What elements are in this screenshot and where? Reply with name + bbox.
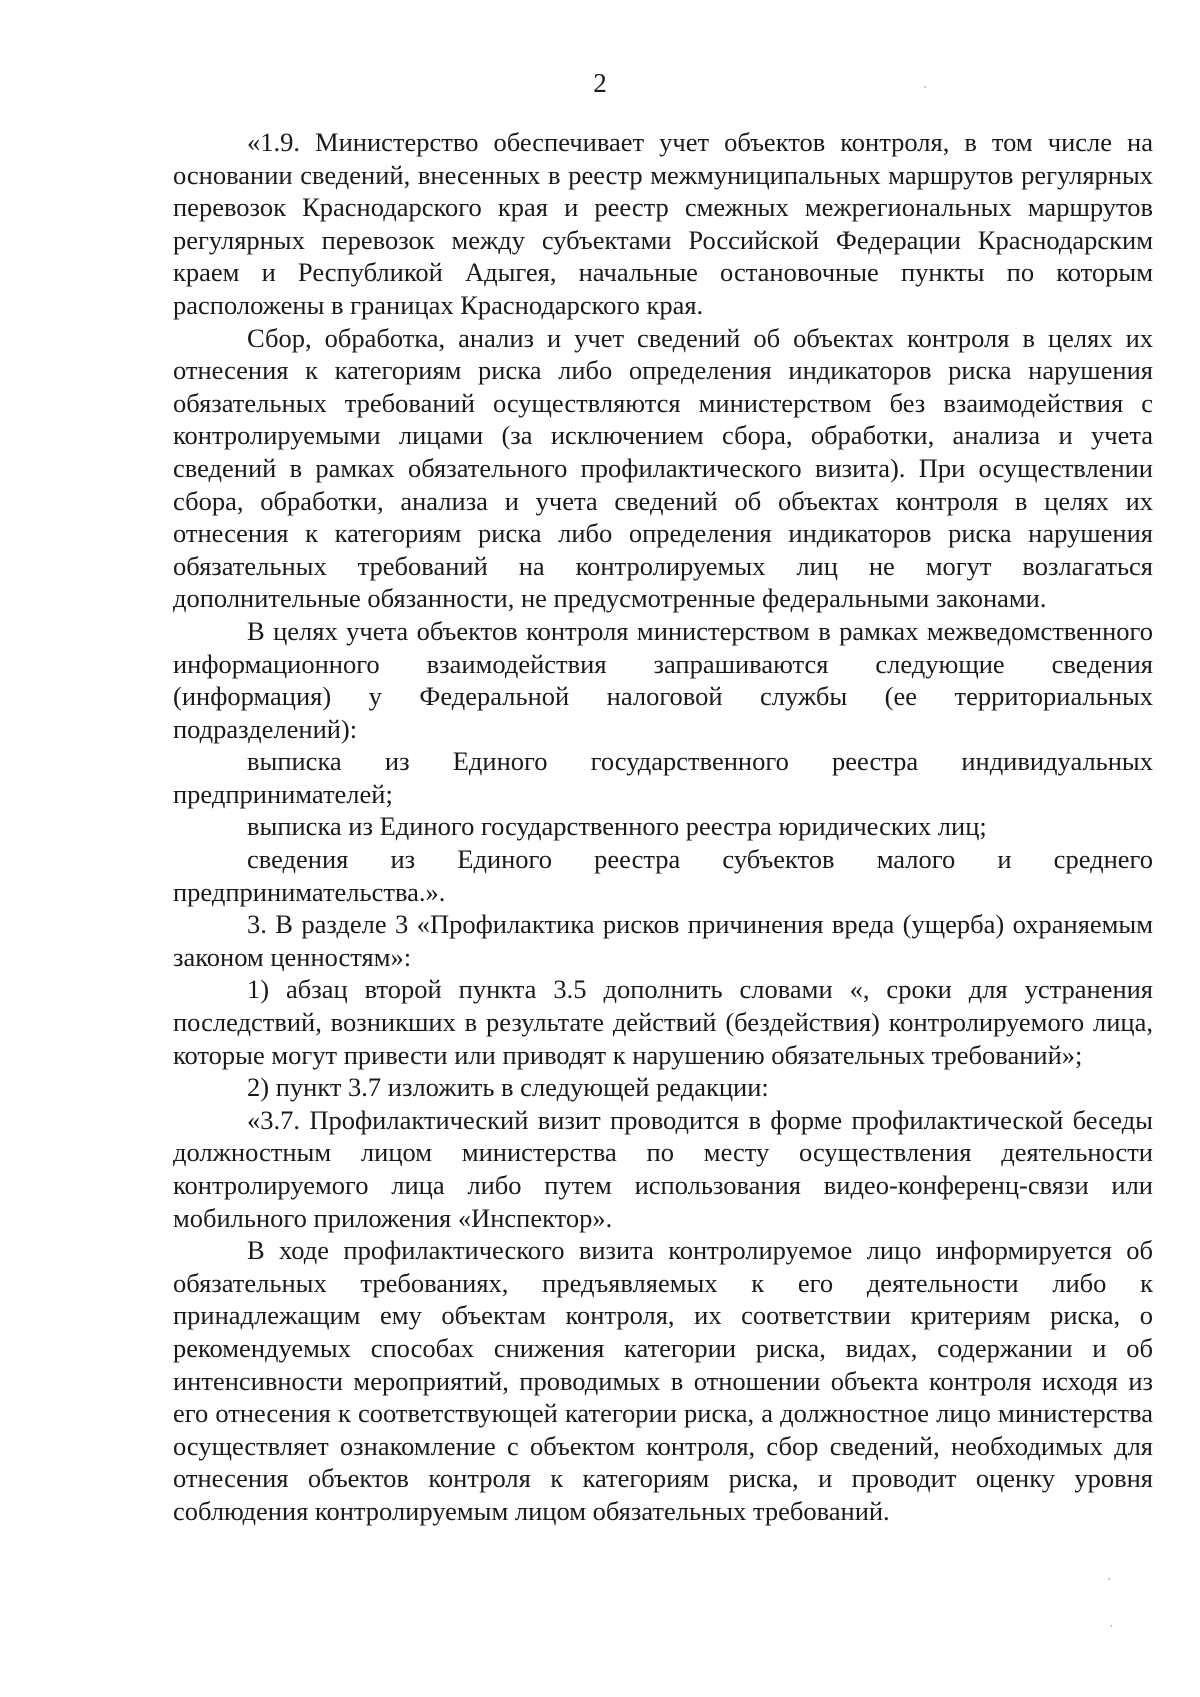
paragraph-data-collection: Сбор, обработка, анализ и учет сведений об объектах контроля в целях их отнесения к категориям риска либо определения индикаторов риска нарушения обязательных требований осуществляются министерством без взаимодействия с контролируемыми лицами (за исключением сбора, обработки, анализа и учета сведений в рамках обязательного профилактического визита). При осуществлении сбора, обработки, анализа и учета сведений об объектах контроля в целях их отнесения к категориям риска либо определения индикаторов риска нарушения обязательных требований на контролируемых лиц не могут возлагаться дополнительные обязанности, не предусмотренные федеральными законами. xyxy=(173,322,1153,614)
paragraph-3-7-preventive-visit: «3.7. Профилактический визит проводится в форме профилактической беседы должностным лицом министерства по месту осуществления деятельности контролируемого лица либо путем использования видео-конференц-связи или мобильного приложения «Инспектор». xyxy=(173,1104,1153,1233)
scan-speck xyxy=(1110,1625,1112,1627)
paragraph-visit-content: В ходе профилактического визита контролируемое лицо информируется об обязательных требованиях, предъявляемых к его деятельности либо к принадлежащим ему объектам контроля, их соответствии критериям риска, о рекомендуемых способах снижения категории риска, видах, содержании и об интенсивности мероприятий, проводимых в отношении объекта контроля исходя из его отнесения к соответствующей категории риска, а должностное лицо министерства осуществляет ознакомление с объектом контроля, сбор сведений, необходимых для отнесения объектов контроля к категориям риска, и проводит оценку уровня соблюдения контролируемым лицом обязательных требований. xyxy=(173,1235,1153,1526)
paragraph-item-2-clause-3-7: 2) пункт 3.7 изложить в следующей редакции: xyxy=(247,1072,769,1103)
scan-speck xyxy=(924,86,926,88)
page-number: 2 xyxy=(593,68,607,98)
paragraph-1-9-objects-accounting: «1.9. Министерство обеспечивает учет объектов контроля, в том числе на основании сведений, внесенных в реестр межмуниципальных маршрутов регулярных перевозок Краснодарского края и реестр смежных межрегиональных маршрутов регулярных перевозок между субъектами Российской Федерации Краснодарским краем и Республикой Адыгея, начальные остановочные пункты по которым расположены в границах Краснодарского края. xyxy=(173,127,1153,320)
document-body xyxy=(173,126,1153,1528)
paragraph-egrip-extract: выписка из Единого государственного реестра индивидуальных предпринимателей; xyxy=(173,746,1153,809)
scan-speck xyxy=(1108,1578,1110,1580)
paragraph-sme-registry: сведения из Единого реестра субъектов малого и среднего предпринимательства.». xyxy=(173,844,1153,907)
paragraph-item-1-clause-3-5: 1) абзац второй пункта 3.5 дополнить словами «, сроки для устранения последствий, возникших в результате действий (бездействия) контролируемого лица, которые могут привести или приводят к нарушению обязательных требований»; xyxy=(173,974,1153,1070)
paragraph-egrul-extract: выписка из Единого государственного реестра юридических лиц; xyxy=(247,811,987,842)
paragraph-interagency-requests: В целях учета объектов контроля министерством в рамках межведомственного информационного взаимодействия запрашиваются следующие сведения (информация) у Федеральной налоговой службы (ее территориальных подразделений): xyxy=(173,615,1153,744)
paragraph-section-3: 3. В разделе 3 «Профилактика рисков причинения вреда (ущерба) охраняемым законом ценностям»: xyxy=(173,909,1153,972)
